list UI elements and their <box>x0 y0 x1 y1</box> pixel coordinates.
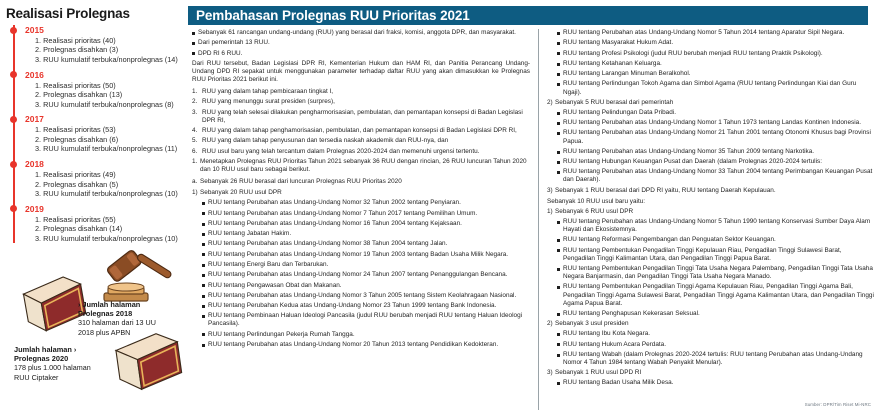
criteria-number: 4. <box>192 127 198 135</box>
year-block <box>25 25 188 64</box>
section-a3-text: Sebanyak 1 RUU berasal dari DPD RI yaitu, RUU tentang Daerah Kepulauan. <box>555 186 776 194</box>
year-item-list <box>25 170 188 198</box>
intro-paragraph: Dari RUU tersebut, Badan Legislasi DPR RI, Kementerian Hukum dan HAM RI, dan Panitia Perancang Undang-Undang DPD RI sepakat untuk menggunakan parameter terhadap daftar RUU yang akan dimasukkan ke Prolegnas RUU Prioritas 2021 berikut ini. <box>192 59 530 84</box>
ruu-list-item: RUU tentang Wabah (dalam Prolegnas 2020-2024 tertulis: RUU tentang Perubahan atas Undang-Undang Nomor 4 Tahun 1984 tentang Wabah Penyakit Menular). <box>557 351 875 367</box>
year-block <box>25 114 188 153</box>
year-item: 2. Prolegnas disahkan (6) <box>35 134 119 144</box>
ruu-list-item: RUU tentang Perubahan atas Undang-Undang Nomor 35 Tahun 2009 tentang Narkotika. <box>557 148 875 156</box>
left-panel-title: Realisasi Prolegnas <box>6 6 130 21</box>
intro-bullet: DPD RI 6 RUU. <box>192 50 530 58</box>
intro-bullet: Sebanyak 61 rancangan undang-undang (RUU) yang berasal dari fraksi, komisi, anggota DPR, dan masyarakat. <box>192 29 530 37</box>
section-a-text: Sebanyak 26 RUU berasal dari luncuran Prolegnas RUU Prioritas 2020 <box>200 178 402 186</box>
page-title: Pembahasan Prolegnas RUU Prioritas 2021 <box>196 8 470 23</box>
resolution-number: 1. <box>192 157 198 165</box>
timeline-dot-icon <box>10 116 17 123</box>
criteria-text: RUU yang telah selesai dilakukan pengharmorisasian, pembulatan, dan pemantapan konsepsi di Badan Legislasi DPR RI, <box>202 108 523 124</box>
callout-2020-title-line1: Jumlah halaman <box>14 345 72 354</box>
resolution-text: Menetapkan Prolegnas RUU Prioritas Tahun 2021 sebanyak 36 RUU dengan rincian, 26 RUU luncuran Tahun 2020 dan 10 RUU usul baru sebagai berikut. <box>200 157 527 173</box>
section-b2-number: 2) <box>547 320 553 328</box>
callout-2020-title-line2: Prolegnas 2020 <box>14 354 69 364</box>
ruu-list-item: RUU tentang Larangan Minuman Beralkohol. <box>557 70 875 78</box>
header-bar <box>188 6 873 25</box>
criteria-text: RUU yang dalam tahap penghamorisasian, pembulatan, dan pemantapan konsepsi di Badan Legislasi DPR RI, <box>202 127 517 135</box>
section-a2-item-list <box>547 109 875 185</box>
year-item: 3. RUU kumulatif terbuka/nonprolegnas (10) <box>35 188 178 198</box>
year-item-list <box>25 125 188 153</box>
section-b3-text: Sebanyak 1 RUU usul DPD RI <box>555 369 642 377</box>
section-a2-number: 2) <box>547 98 553 106</box>
year-item: 2. Prolegnas disahkan (13) <box>35 90 123 100</box>
section-b-intro: Sebanyak 10 RUU usul baru yaitu: <box>547 197 646 205</box>
ruu-list-item: RUU tentang Pembentukan Pengadilan Tinggi Kepulauan Riau, Pengadilan Tinggi Sulawesi Barat, Pengadilan Tinggi Kalimantan Utara, dan Pengadilan Tinggi Papua Barat. <box>557 247 875 263</box>
year-label: 2015 <box>25 25 44 35</box>
resolution-item <box>192 158 530 174</box>
callout-2018-body-line2: 2018 plus APBN <box>78 327 131 337</box>
callout-2020-body-line2: RUU Ciptaker <box>14 372 59 382</box>
ruu-list-item: RUU tentang Masyarakat Hukum Adat. <box>557 39 875 47</box>
ruu-list-item: RUU tentang Perubahan atas Undang-Undang Nomor 16 Tahun 2004 tentang Kejaksaan. <box>202 220 530 228</box>
section-a2-text: Sebanyak 5 RUU berasal dari pemerintah <box>555 98 674 106</box>
column-middle <box>192 29 538 410</box>
year-item: 3. RUU kumulatif terbuka/nonprolegnas (14) <box>35 54 178 64</box>
column-right <box>538 29 875 410</box>
callout-2018-title-line2: Prolegnas 2018 <box>78 309 133 319</box>
ruu-list-item: RUU tentang Ketahanan Keluarga. <box>557 60 875 68</box>
year-item: 2. Prolegnas disahkan (14) <box>35 224 123 234</box>
ruu-list-item: RUU tentang Pembentukan Pengadilan Tinggi Agama Kepulauan Riau, Pengadilan Tinggi Agama Bali, Pengadilan Tinggi Agama Sulawesi Barat, Pengadilan Tinggi Agama Kalimantan Utara, dan Pengadilan Tinggi Agama Papua Barat. <box>557 283 875 307</box>
ruu-list-item: RUU tentang Reformasi Pengembangan dan Penguatan Sektor Keuangan. <box>557 236 875 244</box>
criteria-number: 2. <box>192 98 198 106</box>
year-block <box>25 159 188 198</box>
criteria-number: 6. <box>192 147 198 155</box>
intro-bullet: Dari pemerintah 13 RUU. <box>192 39 530 47</box>
section-a3-number: 3) <box>547 186 553 194</box>
callout-2018-title-line1: Jumlah halaman <box>82 300 141 309</box>
timeline-dot-icon <box>10 205 17 212</box>
year-block <box>25 70 188 109</box>
criteria-text: RUU yang menunggu surat presiden (surpres), <box>202 98 335 106</box>
section-b2-heading <box>547 320 875 328</box>
section-a-number: a. <box>192 178 198 186</box>
criteria-item <box>192 109 530 125</box>
section-b2-text: Sebanyak 3 usul presiden <box>555 320 629 328</box>
ruu-list-item: RUU tentang Perubahan atas Undang-Undang Nomor 32 Tahun 2002 tentang Penyiaran. <box>202 199 530 207</box>
section-b3-number: 3) <box>547 369 553 377</box>
ruu-list-item: RUU tentang Perubahan atas Undang-Undang Nomor 20 Tahun 2013 tentang Pendidikan Kedokteran. <box>202 341 530 349</box>
ruu-list-item: RUU tentang Perubahan atas Undang-Undang Nomor 1 Tahun 1973 tentang Landas Kontinen Indonesia. <box>557 119 875 127</box>
callout-2020-body-line1: 178 plus 1.000 halaman <box>14 363 91 373</box>
ruu-list-item: RUU tentang Penghapusan Kekerasan Seksual. <box>557 310 875 318</box>
ruu-list-item: RUU tentang Profesi Psikologi (judul RUU berubah menjadi RUU tentang Praktik Psikologi). <box>557 50 875 58</box>
section-a1-text: Sebanyak 20 RUU usul DPR <box>200 189 282 197</box>
criteria-item <box>192 148 530 156</box>
section-b1-number: 1) <box>547 207 553 215</box>
ruu-list-item: RUU tentang Perubahan atas Undang-Undang Nomor 7 Tahun 2017 tentang Pemilihan Umum. <box>202 210 530 218</box>
timeline-dot-icon <box>10 71 17 78</box>
year-item: 3. RUU kumulatif terbuka/nonprolegnas (11) <box>35 144 178 154</box>
source-credit: Sumber: DPR/Tim Riset Mi-NRC <box>804 402 871 407</box>
content-columns <box>188 25 879 410</box>
ruu-list-item: RUU tentang Perlindungan Pekerja Rumah Tangga. <box>202 331 530 339</box>
section-b1-text: Sebanyak 6 RUU usul DPR <box>555 207 634 215</box>
year-item: 1. Realisasi prioritas (50) <box>35 80 116 90</box>
criteria-item <box>192 88 530 96</box>
ruu-list-item: RUU tentang Energi Baru dan Terbarukan. <box>202 261 530 269</box>
criteria-text: RUU usul baru yang telah tercantum dalam Prolegnas 2020-2024 dan memenuhi urgensi tertentu. <box>202 147 480 155</box>
criteria-list <box>192 88 530 156</box>
year-item: 1. Realisasi prioritas (49) <box>35 170 116 180</box>
section-a2-heading <box>547 99 875 107</box>
criteria-item <box>192 98 530 106</box>
section-a1-heading <box>192 189 530 197</box>
ruu-list-item: RUU tentang Pembentukan Pengadilan Tinggi Tata Usaha Negara Palembang, Pengadilan Tinggi Tata Usaha Negara Banjarmasin, dan Pengadilan Tinggi Tata Usaha Negara Manado. <box>557 265 875 281</box>
timeline-dot-icon <box>10 27 17 34</box>
year-item-list <box>25 81 188 109</box>
year-label: 2017 <box>25 114 44 125</box>
ruu-list-item: RUU tentang Pengawasan Obat dan Makanan. <box>202 282 530 290</box>
year-label: 2018 <box>25 159 44 170</box>
criteria-number: 5. <box>192 137 198 145</box>
ruu-list-item: RUU tentang Hubungan Keuangan Pusat dan Daerah (dalam Prolegnas 2020-2024 tertulis: <box>557 158 875 166</box>
ruu-list-item: RUU tentang Perubahan atas Undang-Undang Nomor 5 Tahun 1990 tentang Konservasi Sumber Daya Alam Hayati dan Ekosistemnya. <box>557 218 875 234</box>
section-a1-number: 1) <box>192 189 198 197</box>
section-a1-item-list-continued <box>547 29 875 97</box>
intro-bullet-list <box>192 29 530 58</box>
year-item: 3. RUU kumulatif terbuka/nonprolegnas (8) <box>35 99 174 109</box>
callout-prolegnas-2020 <box>14 345 132 382</box>
timeline-dot-icon <box>10 161 17 168</box>
section-a1-item-list <box>192 199 530 349</box>
section-b2-item-list <box>547 330 875 367</box>
criteria-text: RUU yang dalam tahap pembicaraan tingkat I, <box>202 88 334 96</box>
criteria-text: RUU yang dalam tahap penyusunan dan tersedia naskah akademik dan RUU-nya, dan <box>202 137 449 145</box>
ruu-list-item: RUU tentang Pelindungan Data Pribadi. <box>557 109 875 117</box>
year-label: 2019 <box>25 203 44 214</box>
ruu-list-item: RUU tentang Pembinaan Haluan Ideologi Pancasila (judul RUU berubah menjadi RUU tentang Haluan Ideologi Pancasila). <box>202 312 530 328</box>
left-panel <box>0 0 188 410</box>
ruu-list-item: RUU tentang Perubahan atas Undang-Undang Nomor 3 Tahun 2005 tentang Sistem Keolahragaan Nasional. <box>202 292 530 300</box>
section-b1-item-list <box>547 218 875 318</box>
callout-chevron-2018: › <box>78 300 81 309</box>
section-b1-heading <box>547 208 875 216</box>
year-item: 2. Prolegnas disahkan (5) <box>35 179 119 189</box>
year-block <box>25 204 188 243</box>
criteria-number: 1. <box>192 88 198 96</box>
ruu-list-item: RUU tentang Perlindungan Tokoh Agama dan Simbol Agama (RUU tentang Perlindungan Kiai dan Guru Ngaji). <box>557 80 875 96</box>
year-item: 1. Realisasi prioritas (55) <box>35 214 116 224</box>
ruu-list-item: RUU tentang Ibu Kota Negara. <box>557 330 875 338</box>
year-label: 2016 <box>25 69 44 80</box>
ruu-list-item: RUU tentang Perubahan atas Undang-Undang Nomor 33 Tahun 2004 tentang Perimbangan Keuangan Pusat dan Daerah). <box>557 168 875 184</box>
main-content <box>188 0 879 410</box>
ruu-list-item: RUU tentang Hukum Acara Perdata. <box>557 341 875 349</box>
year-item: 1. Realisasi prioritas (53) <box>35 125 116 135</box>
ruu-list-item: RUU tentang Perubahan atas Undang-Undang Nomor 21 Tahun 2001 tentang Otonomi Khusus bagi Provinsi Papua. <box>557 129 875 145</box>
ruu-list-item: RUU tentang Perubahan atas Undang-Undang Nomor 5 Tahun 2014 tentang Aparatur Sipil Negara. <box>557 29 875 37</box>
ruu-list-item: RUU tentang Jabatan Hakim. <box>202 230 530 238</box>
section-a3-heading <box>547 187 875 195</box>
ruu-list-item: RUU tentang Perubahan atas Undang-Undang Nomor 19 Tahun 2003 tentang Badan Usaha Milik Negara. <box>202 251 530 259</box>
section-b3-item-list <box>547 379 875 387</box>
year-item: 3. RUU kumulatif terbuka/nonprolegnas (10) <box>35 233 178 243</box>
criteria-number: 3. <box>192 108 198 116</box>
ruu-list-item: RUU tentang Perubahan atas Undang-Undang Nomor 24 Tahun 2007 tentang Penanggulangan Bencana. <box>202 271 530 279</box>
criteria-item <box>192 127 530 135</box>
year-item: 1. Realisasi prioritas (40) <box>35 36 116 45</box>
callout-prolegnas-2018 <box>78 300 188 337</box>
section-b3-heading <box>547 369 875 377</box>
callout-chevron-2020: › <box>73 345 77 354</box>
criteria-item <box>192 137 530 145</box>
year-item: 2. Prolegnas disahkan (3) <box>35 45 119 55</box>
year-item-list <box>25 36 188 64</box>
ruu-list-item: RUU tentang Perubahan Kedua atas Undang-Undang Nomor 23 Tahun 1999 tentang Bank Indonesia. <box>202 302 530 310</box>
year-item-list <box>25 215 188 243</box>
section-a-heading <box>192 178 530 186</box>
realisasi-timeline <box>13 25 188 243</box>
callout-2018-body-line1: 310 halaman dari 13 UU <box>78 318 156 328</box>
ruu-list-item: RUU tentang Badan Usaha Milik Desa. <box>557 379 875 387</box>
ruu-list-item: RUU tentang Perubahan atas Undang-Undang Nomor 38 Tahun 2004 tentang Jalan. <box>202 240 530 248</box>
